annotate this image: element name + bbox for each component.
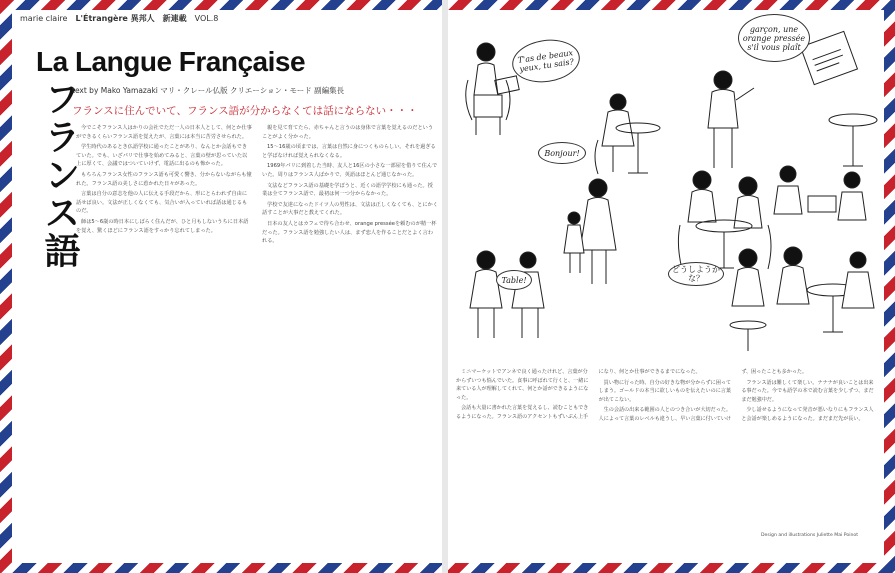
author-credit: text by Mako Yamazaki マリ・クレール仏版 クリエーション・モード 副編集長 <box>72 86 345 95</box>
speech-bubble: T'as de beaux yeux, tu sais? <box>509 35 582 86</box>
speech-bubble: Bonjour! <box>538 142 586 164</box>
series-label: 新連載 <box>162 14 187 23</box>
series-name: L'Étrangère 異邦人 <box>75 14 155 23</box>
article-body-continued: ミニマーケットでアンネで良く通ったけれど、言葉が分からずいつも悩んでいた。食事に呼ばれて行くと、一緒に来ている人が理解してくれて、何とか話ができるようになった。 会話も大量に書かれた言葉を覚えるし、読むこともできるようになった。フランス語のアクセントもずいぶん上手になり、何とか仕事ができるまでになった。 買い物に行った時、自分の好きな物が分からずに困ってしまう。ゴールドの本当に欲しいものを伝えたいのに言葉が出てこない。 生の会話の出来る範囲の人とのつき合いが大切だった。人によって言葉のレベルも違うし、早い言葉に付いていけず、困ったことも多かった。 フランス語は難しくて楽しい。ナナナが良いことは出来る事だった。今でも語学の本で読む言葉を少しずつ、まだまだ勉強中だ。 少し話せるようになって発音が悪いなりにもフランス人と会話が楽しめるようになった。まだまだ先が長い。 <box>456 369 874 422</box>
right-page <box>448 10 884 563</box>
speech-bubble: どうしようかな？ <box>668 262 724 286</box>
page-title: La Langue Française <box>36 46 306 77</box>
lead-text: フランスに住んでいて、フランス語が分からなくては話にならない・・・ <box>72 105 418 117</box>
speech-bubble: Table! <box>496 270 532 290</box>
left-page <box>12 10 442 563</box>
article-body: 今でこそフランス人はかりの会社でただ一人の日本人として、何とか仕事ができるくらいフランス語を覚えたが、言葉には本当に苦労させられた。 学生時代のあるとき仏語学校に通ったことがあり、なんとか会話もできていた。でも、いざパリで仕事を始めてみると、言葉の壁が思っていた以上に厚くて、会議ではついていけず、電話に出るのも怖かった。 もちろんフランス女性のフランス語も可愛く響き、分からないながらも憧れた。フランス語の美しさに惹かれた日々があった。 言葉は自分の意志を他の人に伝える手段だから、形にとらわれず自由に話せば良い。文法が正しくなくても、気合いが入っていれば話は通じるものだ。 師は5〜6歳の時日本にしばらく住んだが、ひと月もしないうちに日本語を覚え、驚くほどにフランス語をすっかり忘れてしまった。 親を見て育てたら、赤ちゃんと言うのは身体で言葉を覚えるのだということがよく分かった。 15〜16歳の頃までは、言葉は自然に身につくものらしい。それを過ぎると学ばなければ覚えられなくなる。 1969年パリに到着した当時、友人と16区の小さな一部屋を借りて住んでいた。周りはフランス人ばかりで、英語はほとんど通じなかった。 文法などフランス語の基礎を学ぼうと、近くの語学学校にも通った。授業は全てフランス語で、最初は何一つ分からなかった。 学校で友達になったドイツ人の男性は、文法は正しくなくても、とにかく話すことが大事だと教えてくれた。 日本の友人とはカフェで待ち合わせ、orange presséeを頼むのが精一杯だった。フランス語を勉強したい人は、まず恋人を作ることだとよく言われる。 <box>76 125 438 245</box>
running-header <box>20 13 218 24</box>
volume: VOL.8 <box>194 14 219 23</box>
speech-bubble: garçon, une orange pressée s'il vous plaît <box>738 14 810 62</box>
vertical-title: フランス語 <box>39 80 80 270</box>
brand: marie claire <box>20 14 68 23</box>
design-credit: Design and illustrations Juliette Mai Poinot <box>761 533 858 538</box>
